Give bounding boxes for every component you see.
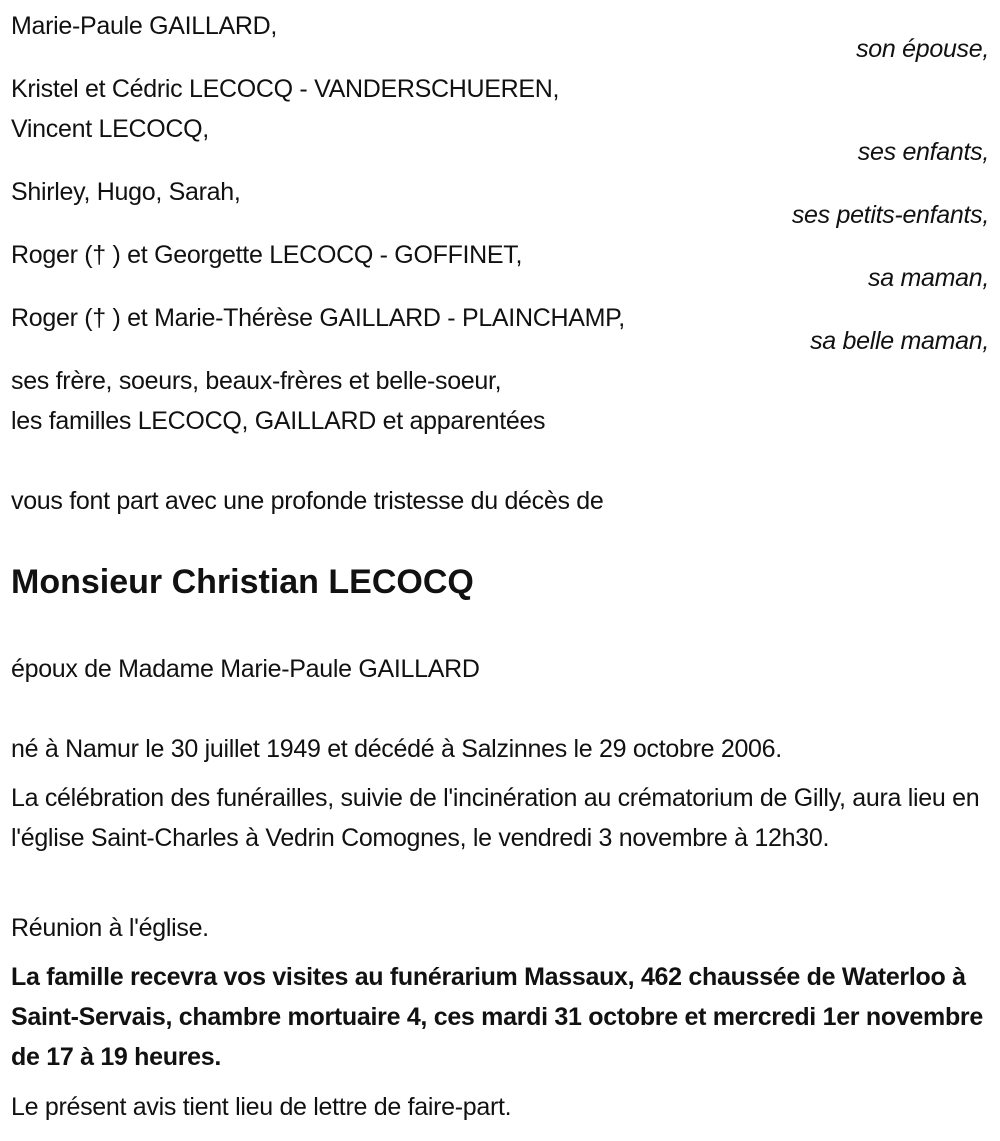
role-mother: sa maman, xyxy=(868,264,989,292)
meeting-line: Réunion à l'église. xyxy=(11,914,209,942)
ceremony-paragraph: La célébration des funérailles, suivie de l'incinération au crématorium de Gilly, aura lieu en l'église Saint-Charles à Vedrin Comognes, le vendredi 3 novembre à 12h30. xyxy=(11,784,980,852)
family-mother-in-law: Roger († ) et Marie-Thérèse GAILLARD - PLAINCHAMP, xyxy=(11,304,625,332)
family-siblings: ses frère, soeurs, beaux-frères et belle-soeur, xyxy=(11,367,502,395)
family-child-2: Vincent LECOCQ, xyxy=(11,115,209,143)
family-child-1: Kristel et Cédric LECOCQ - VANDERSCHUEREN, xyxy=(11,75,560,103)
role-spouse: son épouse, xyxy=(856,35,989,63)
family-relatives: les familles LECOCQ, GAILLARD et apparentées xyxy=(11,407,546,435)
birth-death-line: né à Namur le 30 juillet 1949 et décédé à Salzinnes le 29 octobre 2006. xyxy=(11,735,782,763)
deceased-name: Monsieur Christian LECOCQ xyxy=(11,563,474,601)
family-spouse-name: Marie-Paule GAILLARD, xyxy=(11,12,278,40)
spouse-line: époux de Madame Marie-Paule GAILLARD xyxy=(11,655,480,683)
family-grandchildren: Shirley, Hugo, Sarah, xyxy=(11,178,241,206)
announcement-text: vous font part avec une profonde tristesse du décès de xyxy=(11,487,604,515)
family-mother: Roger († ) et Georgette LECOCQ - GOFFINET, xyxy=(11,241,523,269)
visits-paragraph: La famille recevra vos visites au funérarium Massaux, 462 chaussée de Waterloo à Saint-Servais, chambre mortuaire 4, ces mardi 31 octobre et mercredi 1er novembre de 17 à 19 heures. xyxy=(11,963,983,1071)
role-children: ses enfants, xyxy=(857,138,989,166)
role-grandchildren: ses petits-enfants, xyxy=(791,201,989,229)
closing-line: Le présent avis tient lieu de lettre de faire-part. xyxy=(11,1093,512,1121)
role-mother-in-law: sa belle maman, xyxy=(810,327,989,355)
